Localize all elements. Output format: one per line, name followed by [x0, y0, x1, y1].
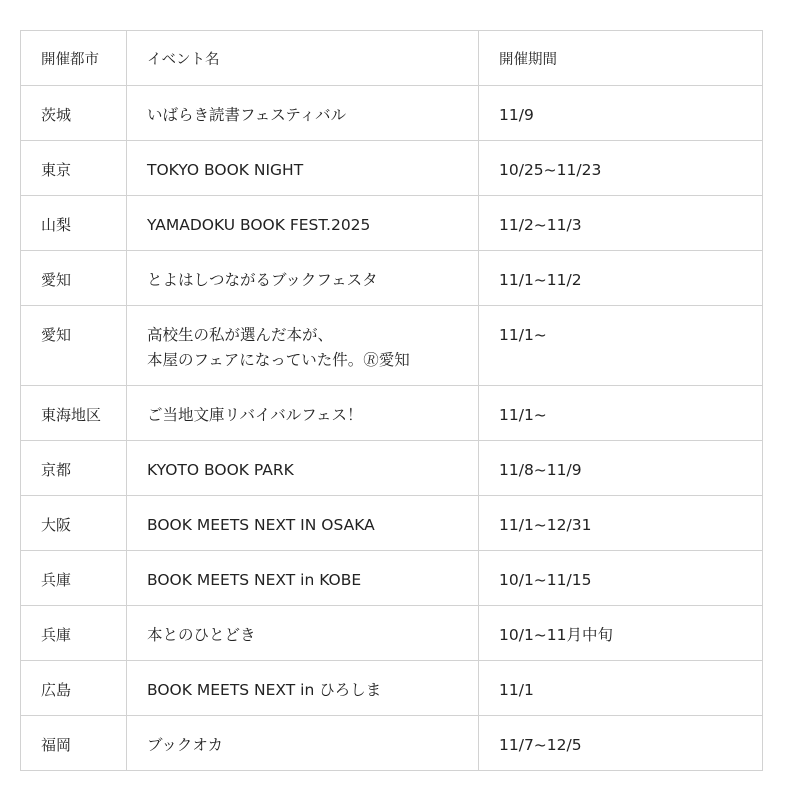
cell-city: 大阪 — [21, 496, 127, 551]
event-name-line: YAMADOKU BOOK FEST.2025 — [147, 216, 371, 234]
cell-period: 11/1~ — [479, 306, 763, 386]
table-row — [21, 606, 763, 661]
event-name-line: ブックオカ — [147, 736, 223, 754]
table-row — [21, 441, 763, 496]
cell-period: 11/1 — [479, 661, 763, 716]
table-row — [21, 661, 763, 716]
event-name-line: 本とのひとどき — [147, 626, 256, 644]
header-city: 開催都市 — [21, 31, 127, 86]
event-name-line: BOOK MEETS NEXT in KOBE — [147, 571, 362, 589]
cell-period: 11/8~11/9 — [479, 441, 763, 496]
cell-event — [127, 716, 479, 771]
event-name-line: ご当地文庫リバイバルフェス！ — [147, 406, 363, 424]
table-row — [21, 496, 763, 551]
event-name-line: とよはしつながるブックフェスタ — [147, 271, 378, 289]
header-event: イベント名 — [127, 31, 479, 86]
event-name-line: 本屋のフェアになっていた件。🄬愛知 — [147, 351, 410, 369]
event-name-line: KYOTO BOOK PARK — [147, 461, 294, 479]
event-table — [20, 30, 763, 771]
table-header-row — [21, 31, 763, 86]
cell-city: 東海地区 — [21, 386, 127, 441]
cell-city: 茨城 — [21, 86, 127, 141]
cell-period: 11/1~ — [479, 386, 763, 441]
event-name-line: いばらき読書フェスティバル — [147, 106, 347, 124]
table-row — [21, 386, 763, 441]
cell-period: 10/25~11/23 — [479, 141, 763, 196]
cell-period: 11/1~12/31 — [479, 496, 763, 551]
event-table-container — [20, 30, 762, 771]
cell-city: 愛知 — [21, 251, 127, 306]
event-name-line: 高校生の私が選んだ本が、 — [147, 326, 334, 344]
cell-event — [127, 306, 479, 386]
event-name-line: BOOK MEETS NEXT in ひろしま — [147, 681, 382, 699]
cell-city: 兵庫 — [21, 606, 127, 661]
cell-period: 11/2~11/3 — [479, 196, 763, 251]
cell-event — [127, 141, 479, 196]
table-row — [21, 86, 763, 141]
cell-period: 11/9 — [479, 86, 763, 141]
table-row — [21, 306, 763, 386]
table-row — [21, 551, 763, 606]
table-row — [21, 141, 763, 196]
cell-period: 10/1~11/15 — [479, 551, 763, 606]
table-row — [21, 196, 763, 251]
event-name-line: BOOK MEETS NEXT IN OSAKA — [147, 516, 375, 534]
cell-period: 11/7~12/5 — [479, 716, 763, 771]
cell-event — [127, 441, 479, 496]
cell-event — [127, 551, 479, 606]
cell-period: 10/1~11月中旬 — [479, 606, 763, 661]
cell-event — [127, 251, 479, 306]
cell-city: 福岡 — [21, 716, 127, 771]
event-name-line: TOKYO BOOK NIGHT — [147, 161, 304, 179]
cell-city: 広島 — [21, 661, 127, 716]
cell-city: 愛知 — [21, 306, 127, 386]
table-row — [21, 716, 763, 771]
cell-event — [127, 496, 479, 551]
cell-city: 兵庫 — [21, 551, 127, 606]
cell-city: 京都 — [21, 441, 127, 496]
cell-event — [127, 86, 479, 141]
cell-event — [127, 661, 479, 716]
table-row — [21, 251, 763, 306]
cell-period: 11/1~11/2 — [479, 251, 763, 306]
cell-city: 山梨 — [21, 196, 127, 251]
table-body — [21, 86, 763, 771]
header-period: 開催期間 — [479, 31, 763, 86]
cell-event — [127, 386, 479, 441]
cell-event — [127, 606, 479, 661]
cell-city: 東京 — [21, 141, 127, 196]
cell-event — [127, 196, 479, 251]
